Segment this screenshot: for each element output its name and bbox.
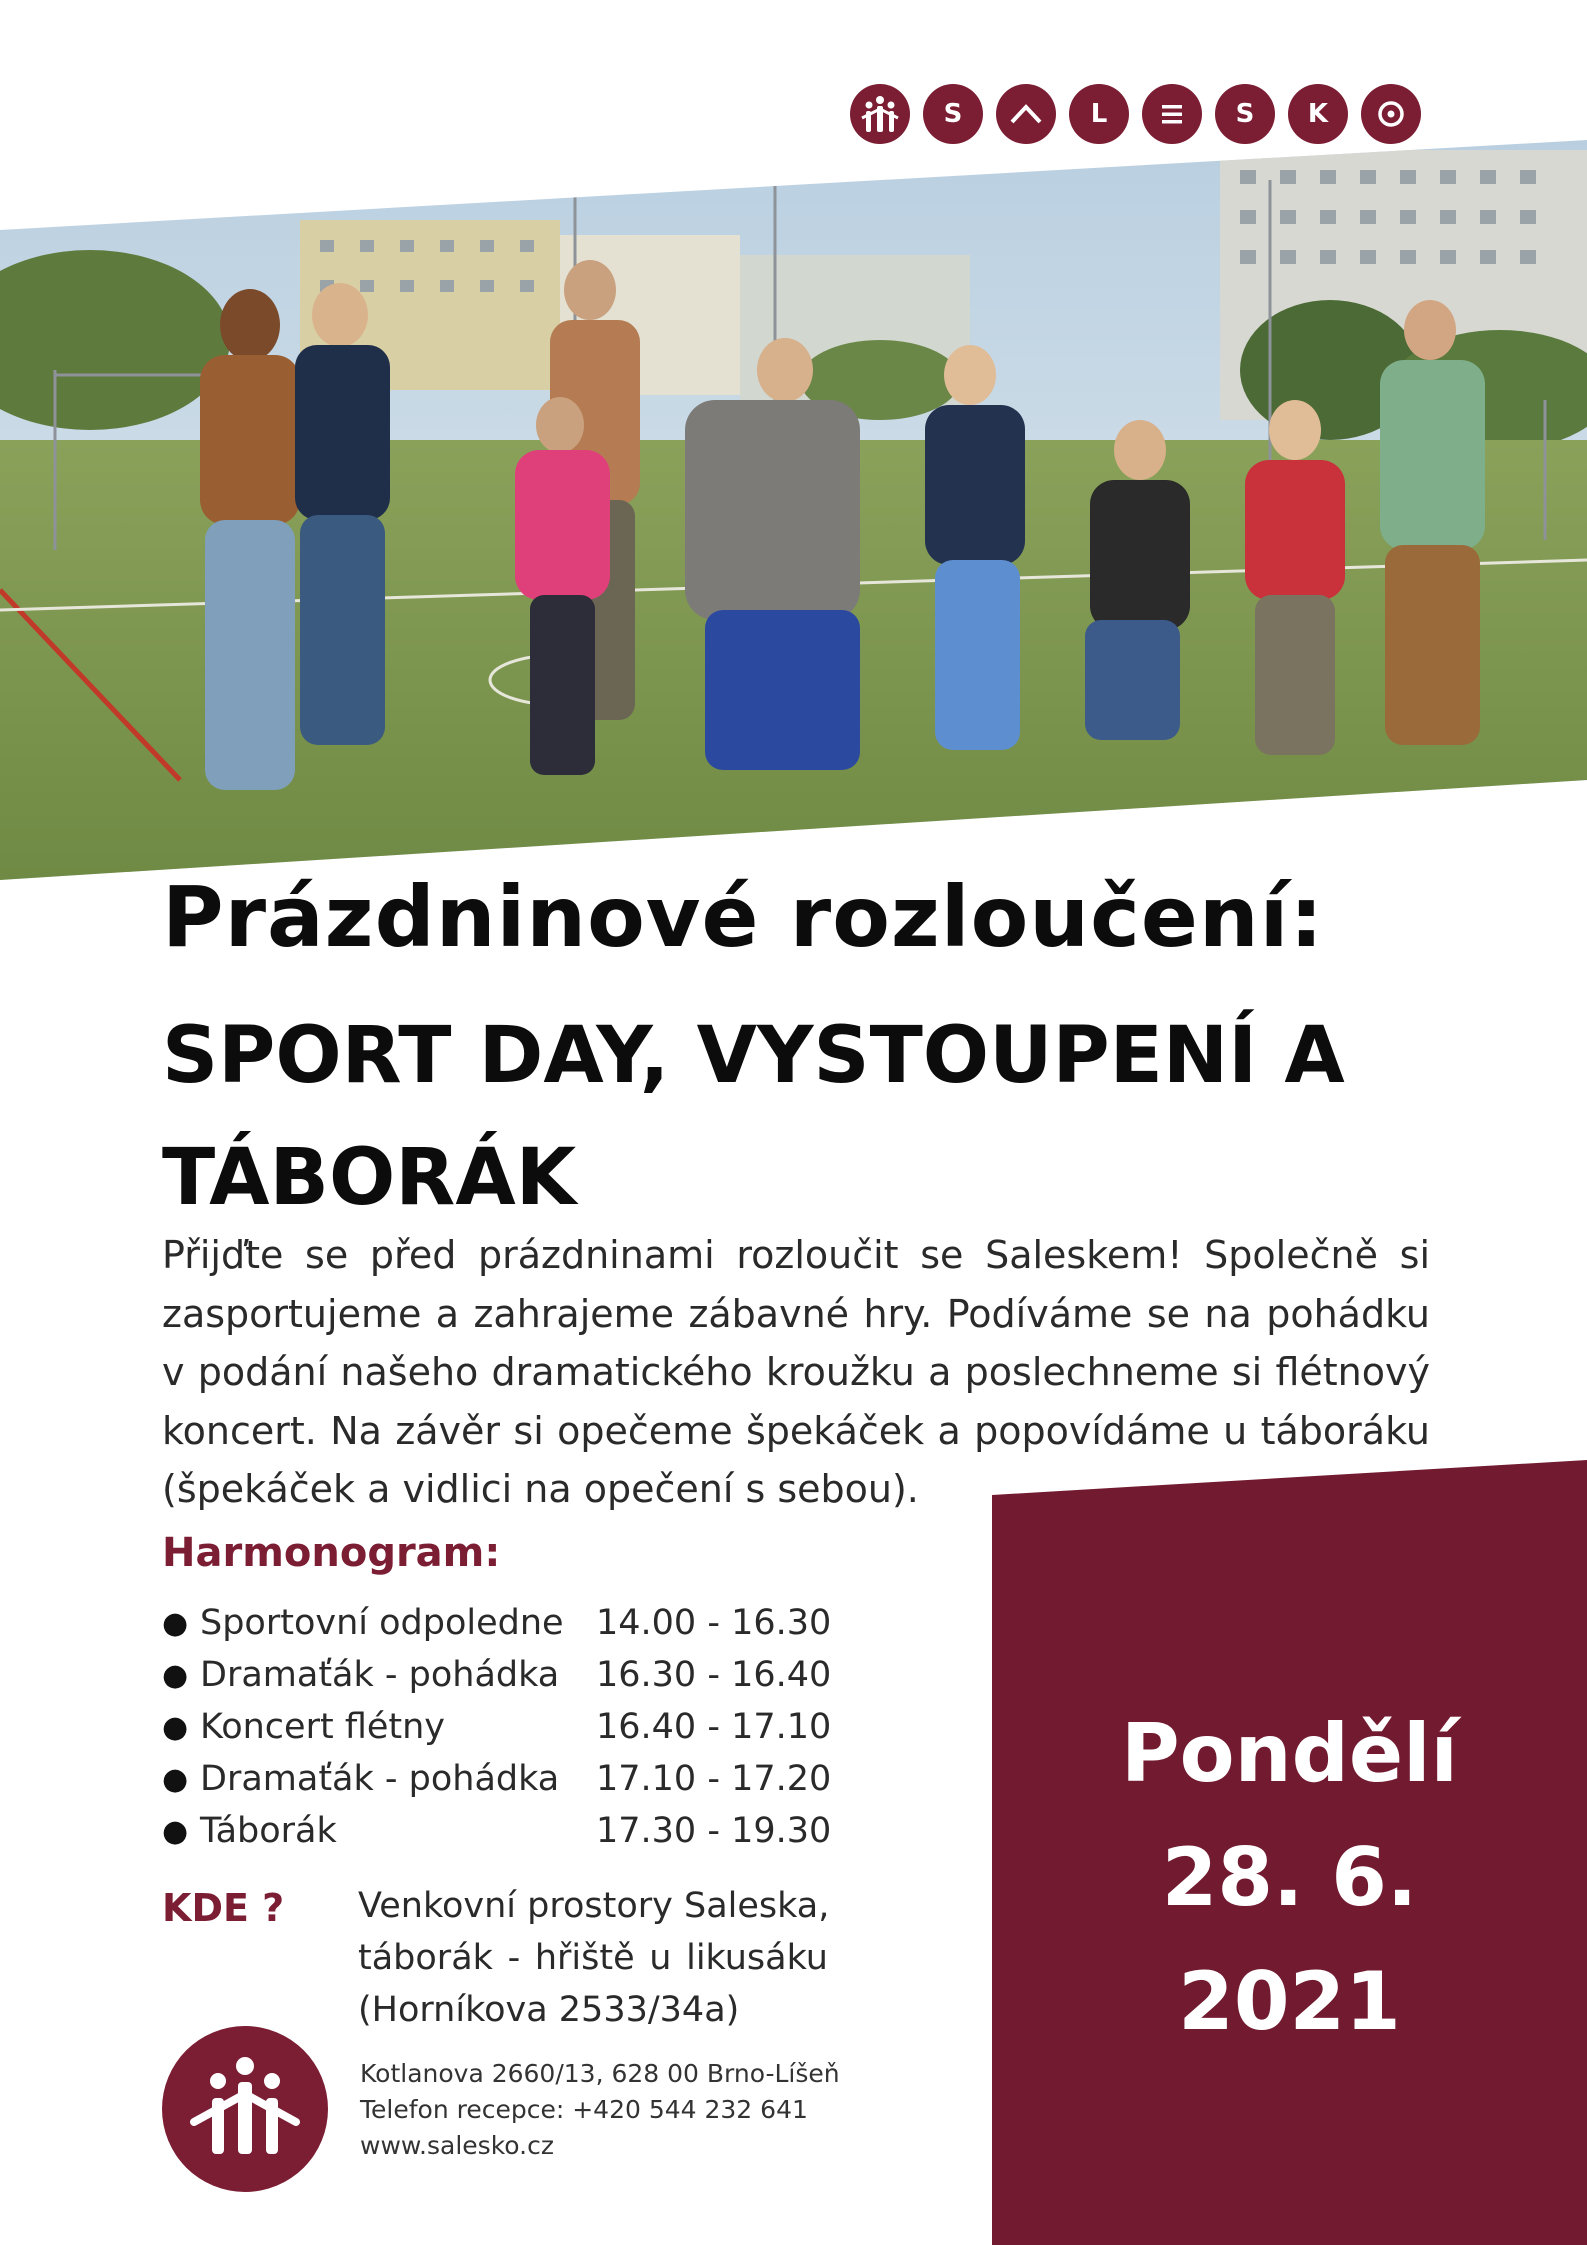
schedule-activity: Dramaťák - pohádka — [200, 1759, 560, 1799]
schedule-item — [162, 1753, 922, 1805]
schedule-item — [162, 1649, 922, 1701]
event-date-value: 28. 6. — [1161, 1831, 1418, 1924]
schedule-item — [162, 1701, 922, 1753]
schedule-item — [162, 1805, 922, 1857]
logo-letter-a — [996, 84, 1056, 144]
schedule-time: 16.40 - 17.10 — [596, 1707, 832, 1747]
logo-letter-k: K — [1288, 84, 1348, 144]
location-word: táborák — [358, 1938, 493, 1978]
people-icon — [850, 84, 910, 144]
salesko-logo — [850, 84, 1421, 144]
bullet-icon: ● — [162, 1813, 189, 1849]
contact-phone: Telefon recepce: +420 544 232 641 — [360, 2095, 808, 2124]
bullet-icon: ● — [162, 1761, 189, 1797]
logo-letter-e — [1142, 84, 1202, 144]
logo-letter-l: L — [1069, 84, 1129, 144]
location-word: likusáku — [686, 1938, 828, 1978]
schedule-time: 17.30 - 19.30 — [596, 1811, 832, 1851]
location-word: - — [507, 1938, 521, 1978]
location-word: u — [649, 1938, 672, 1978]
event-subtitle: SPORT DAY, VYSTOUPENÍ A TÁBORÁK — [162, 1011, 1345, 1223]
schedule-time: 17.10 - 17.20 — [596, 1759, 832, 1799]
bullet-icon: ● — [162, 1657, 189, 1693]
schedule-activity: Táborák — [200, 1811, 337, 1851]
schedule-activity: Koncert flétny — [200, 1707, 446, 1747]
schedule-activity: Sportovní odpoledne — [200, 1603, 564, 1643]
contact-web[interactable]: www.salesko.cz — [360, 2131, 554, 2160]
bullet-icon: ● — [162, 1605, 189, 1641]
photo-children-sport — [0, 140, 1587, 880]
location-text — [358, 1880, 828, 2036]
logo-letter-s: S — [923, 84, 983, 144]
logo-letter-s2: S — [1215, 84, 1275, 144]
location-word: hřiště — [534, 1938, 635, 1978]
location-line-1: Venkovní prostory Saleska, — [358, 1886, 830, 1926]
event-date — [992, 1692, 1587, 2064]
location-line-2 — [358, 1932, 828, 1984]
schedule-item — [162, 1597, 922, 1649]
event-title: Prázdninové rozloučení: — [162, 868, 1325, 966]
bullet-icon: ● — [162, 1709, 189, 1745]
contact-info — [360, 2056, 840, 2164]
location-line-3: (Horníkova 2533/34a) — [358, 1990, 740, 2030]
schedule-time: 16.30 - 16.40 — [596, 1655, 832, 1695]
schedule-title: Harmonogram: — [162, 1530, 501, 1576]
people-icon — [162, 2026, 328, 2192]
contact-address: Kotlanova 2660/13, 628 00 Brno-Líšeň — [360, 2059, 840, 2088]
event-description: Přijďte se před prázdninami rozloučit se Saleskem! Společně si zasportujeme a zahrajeme zábavné hry. Podíváme se na pohádku v podání našeho dramatického kroužku a poslechneme si flétnový koncert. Na závěr si opečeme špekáček a popovídáme u táboráku (špekáček a vidlici na opečení s sebou). — [162, 1233, 1430, 1511]
event-photo — [0, 140, 1587, 880]
event-day: Pondělí — [1121, 1707, 1458, 1800]
logo-letter-o — [1361, 84, 1421, 144]
schedule-list — [162, 1597, 922, 1857]
schedule-time: 14.00 - 16.30 — [596, 1603, 832, 1643]
event-year: 2021 — [1178, 1955, 1401, 2048]
schedule-activity: Dramaťák - pohádka — [200, 1655, 560, 1695]
location-label: KDE ? — [162, 1886, 285, 1930]
